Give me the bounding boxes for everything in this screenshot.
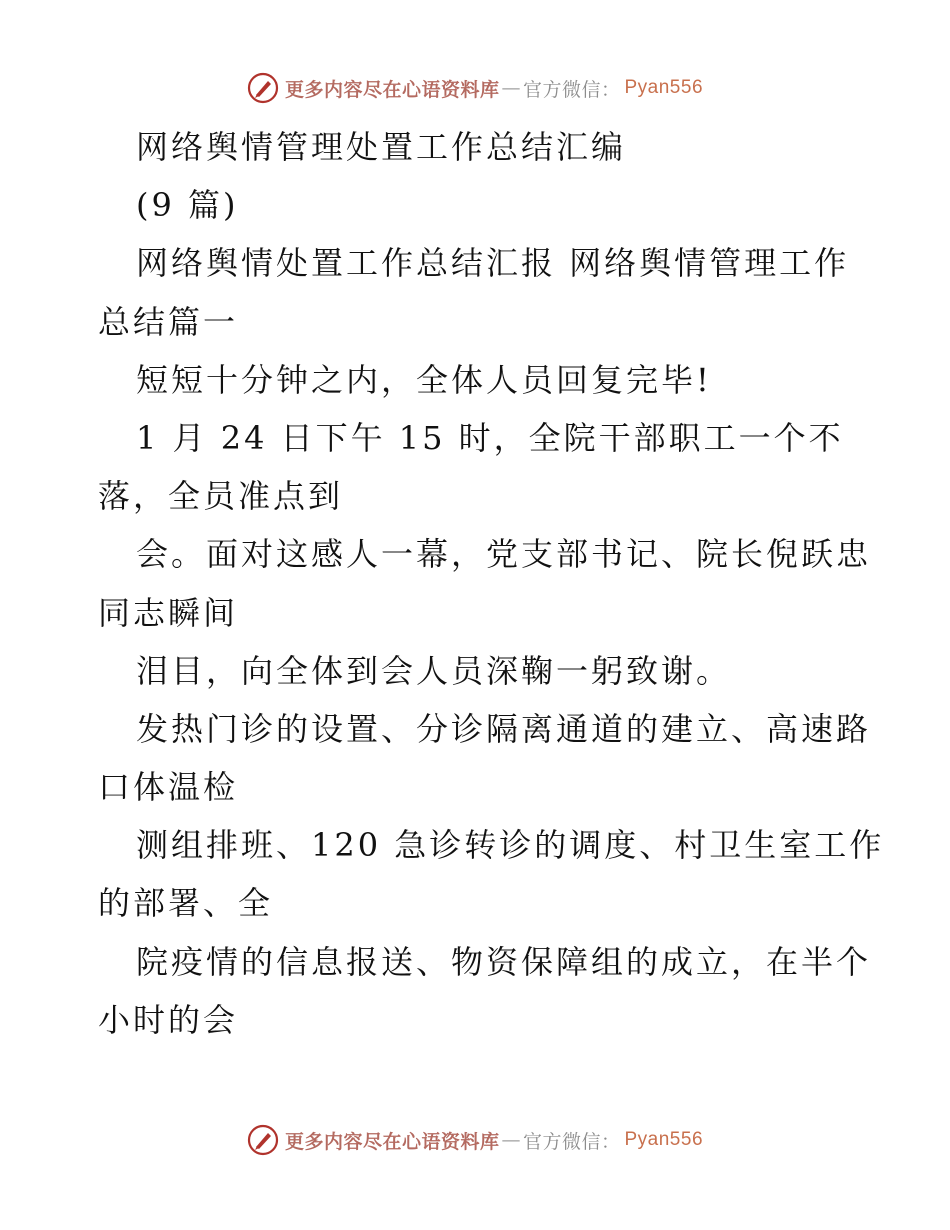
paragraph-line: 泪目，向全体到会人员深鞠一躬致谢。 [136,651,732,690]
paragraph-line: 小时的会 [98,1000,239,1039]
document-subtitle: (9 篇) [136,186,239,225]
document-body [98,118,885,1049]
paragraph-line: 测组排班、120 急诊转诊的调度、村卫生室工作 [136,826,885,865]
quill-pen-circle-icon [247,72,279,104]
paragraph-line: 口体温检 [98,768,239,807]
paragraph-line: 的部署、全 [98,884,274,923]
section-heading-line: 网络舆情处置工作总结汇报 网络舆情管理工作 [136,244,850,283]
paragraph-line: 院疫情的信息报送、物资保障组的成立，在半个 [136,942,872,981]
paragraph-line: 1 月 24 日下午 15 时，全院干部职工一个不 [136,418,844,457]
watermark-wechat-label: 官方微信： [522,78,621,101]
watermark-site-text: 更多内容尽在心语资料库 [284,78,500,101]
footer-watermark [0,1124,950,1156]
document-title: 网络舆情管理处置工作总结汇编 [136,128,627,166]
section-heading-line: 总结篇一 [98,302,239,341]
paragraph-line: 同志瞬间 [98,593,239,632]
watermark-wechat-label: 官方微信： [522,1130,621,1153]
watermark-wechat-id: Pyan556 [624,77,704,98]
quill-pen-circle-icon [247,1124,279,1156]
watermark-site-text: 更多内容尽在心语资料库 [284,1130,500,1153]
paragraph-line: 短短十分钟之内，全体人员回复完毕! [136,360,712,399]
paragraph-line: 发热门诊的设置、分诊隔离通道的建立、高速路 [136,709,872,748]
header-watermark [0,72,950,104]
watermark-separator: — [501,1129,521,1151]
watermark-separator: — [501,77,521,99]
paragraph-line: 落，全员准点到 [98,477,344,516]
watermark-wechat-id: Pyan556 [624,1129,704,1150]
paragraph-line: 会。面对这感人一幕，党支部书记、院长倪跃忠 [136,535,872,574]
